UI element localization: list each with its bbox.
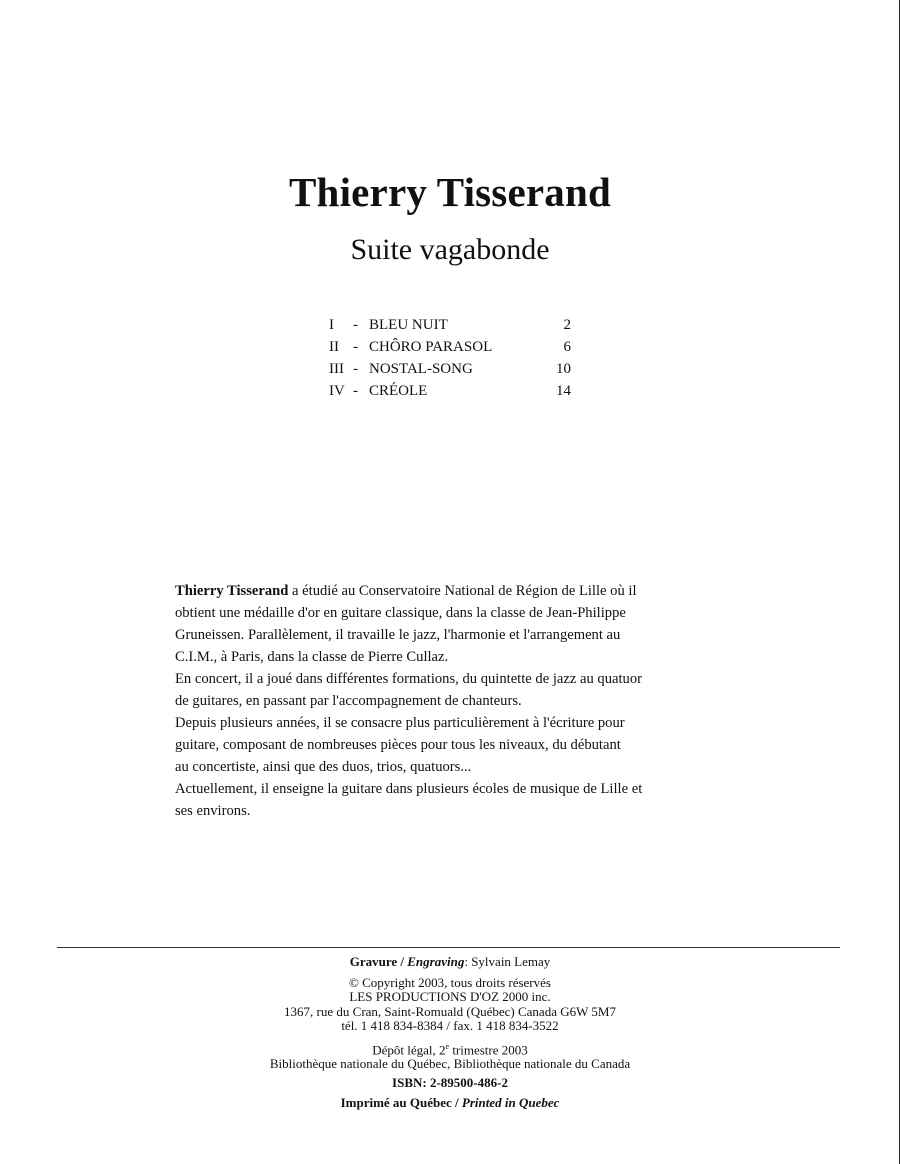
publisher-name: LES PRODUCTIONS D'OZ 2000 inc. (349, 989, 551, 1004)
libraries: Bibliothèque nationale du Québec, Bibliothèque nationale du Canada (269, 1056, 631, 1072)
composer-name: Thierry Tisserand (289, 169, 611, 215)
publisher-address: 1367, rue du Cran, Saint-Romuald (Québec) Canada G6W 5M7 (284, 1003, 616, 1019)
legal-deposit-sup: e (445, 1041, 450, 1051)
toc-number: I (329, 317, 334, 333)
bio-line: En concert, il a joué dans différentes formations, du quintette de jazz au quatuor (175, 671, 642, 687)
engraving-label: Gravure (349, 954, 398, 969)
printed-in: Imprimé au Québec / Printed in Quebec (340, 1095, 560, 1111)
engraving-label-en: Engraving (407, 954, 465, 969)
bio-line-text: a étudié au Conservatoire National de Région de Lille où il (288, 583, 637, 599)
toc-title: CHÔRO PARASOL (369, 339, 493, 355)
bio-line: au concertiste, ainsi que des duos, trios, quatuors... (175, 759, 472, 775)
toc-number: II (329, 339, 339, 355)
bio-line: guitare, composant de nombreuses pièces pour tous les niveaux, du débutant (175, 737, 621, 753)
legal-deposit (0, 1040, 900, 1058)
engraving-credit: Gravure / Engraving: Sylvain Lemay (349, 954, 551, 969)
composer-biography (175, 580, 715, 822)
toc-number: IV (329, 383, 345, 399)
toc-separator: - (353, 339, 358, 355)
toc-page: 10 (556, 361, 571, 377)
publisher-phone: tél. 1 418 834-8384 / fax. 1 418 834-3522 (341, 1018, 559, 1033)
isbn-text: ISBN: 2-89500-486-2 (392, 1074, 508, 1090)
toc-title: NOSTAL-SONG (369, 361, 473, 377)
bio-line: Actuellement, il enseigne la guitare dans plusieurs écoles de musique de Lille et (175, 781, 643, 797)
toc-separator: - (353, 383, 358, 399)
toc-separator: - (353, 361, 358, 377)
toc-row (329, 358, 571, 380)
toc-page: 2 (563, 317, 571, 333)
toc-page: 6 (563, 339, 571, 355)
bio-line: Gruneissen. Parallèlement, il travaille le jazz, l'harmonie et l'arrangement au (175, 627, 621, 643)
toc-title: CRÉOLE (369, 383, 428, 399)
toc-page: 14 (556, 383, 571, 399)
publication-credits (0, 955, 900, 1111)
toc-title: BLEU NUIT (369, 317, 448, 333)
copyright-notice: © Copyright 2003, tous droits réservés (349, 974, 551, 990)
bio-line: ses environs. (175, 803, 251, 819)
divider (57, 947, 840, 948)
printed-fr: Imprimé au Québec (340, 1095, 452, 1111)
bio-line: C.I.M., à Paris, dans la classe de Pierre Cullaz. (175, 649, 449, 665)
isbn (0, 1076, 900, 1091)
toc-row (329, 314, 571, 336)
work-title: Suite vagabonde (350, 233, 550, 266)
printed-en: Printed in Quebec (461, 1095, 560, 1111)
toc-row (329, 336, 571, 358)
legal-deposit-text: trimestre 2003 (449, 1041, 528, 1057)
toc-row (329, 380, 571, 402)
toc-number: III (329, 361, 344, 377)
bio-line (175, 580, 715, 602)
table-of-contents (329, 314, 571, 402)
bio-line: obtient une médaille d'or en guitare classique, dans la classe de Jean-Philippe (175, 605, 626, 621)
engraver-name: Sylvain Lemay (471, 954, 551, 969)
bio-name: Thierry Tisserand (175, 583, 289, 599)
bio-line: Depuis plusieurs années, il se consacre plus particulièrement à l'écriture pour (175, 715, 625, 731)
bio-line: de guitares, en passant par l'accompagnement de chanteurs. (175, 693, 522, 709)
toc-separator: - (353, 317, 358, 333)
legal-deposit-text: Dépôt légal, 2 (372, 1041, 446, 1057)
